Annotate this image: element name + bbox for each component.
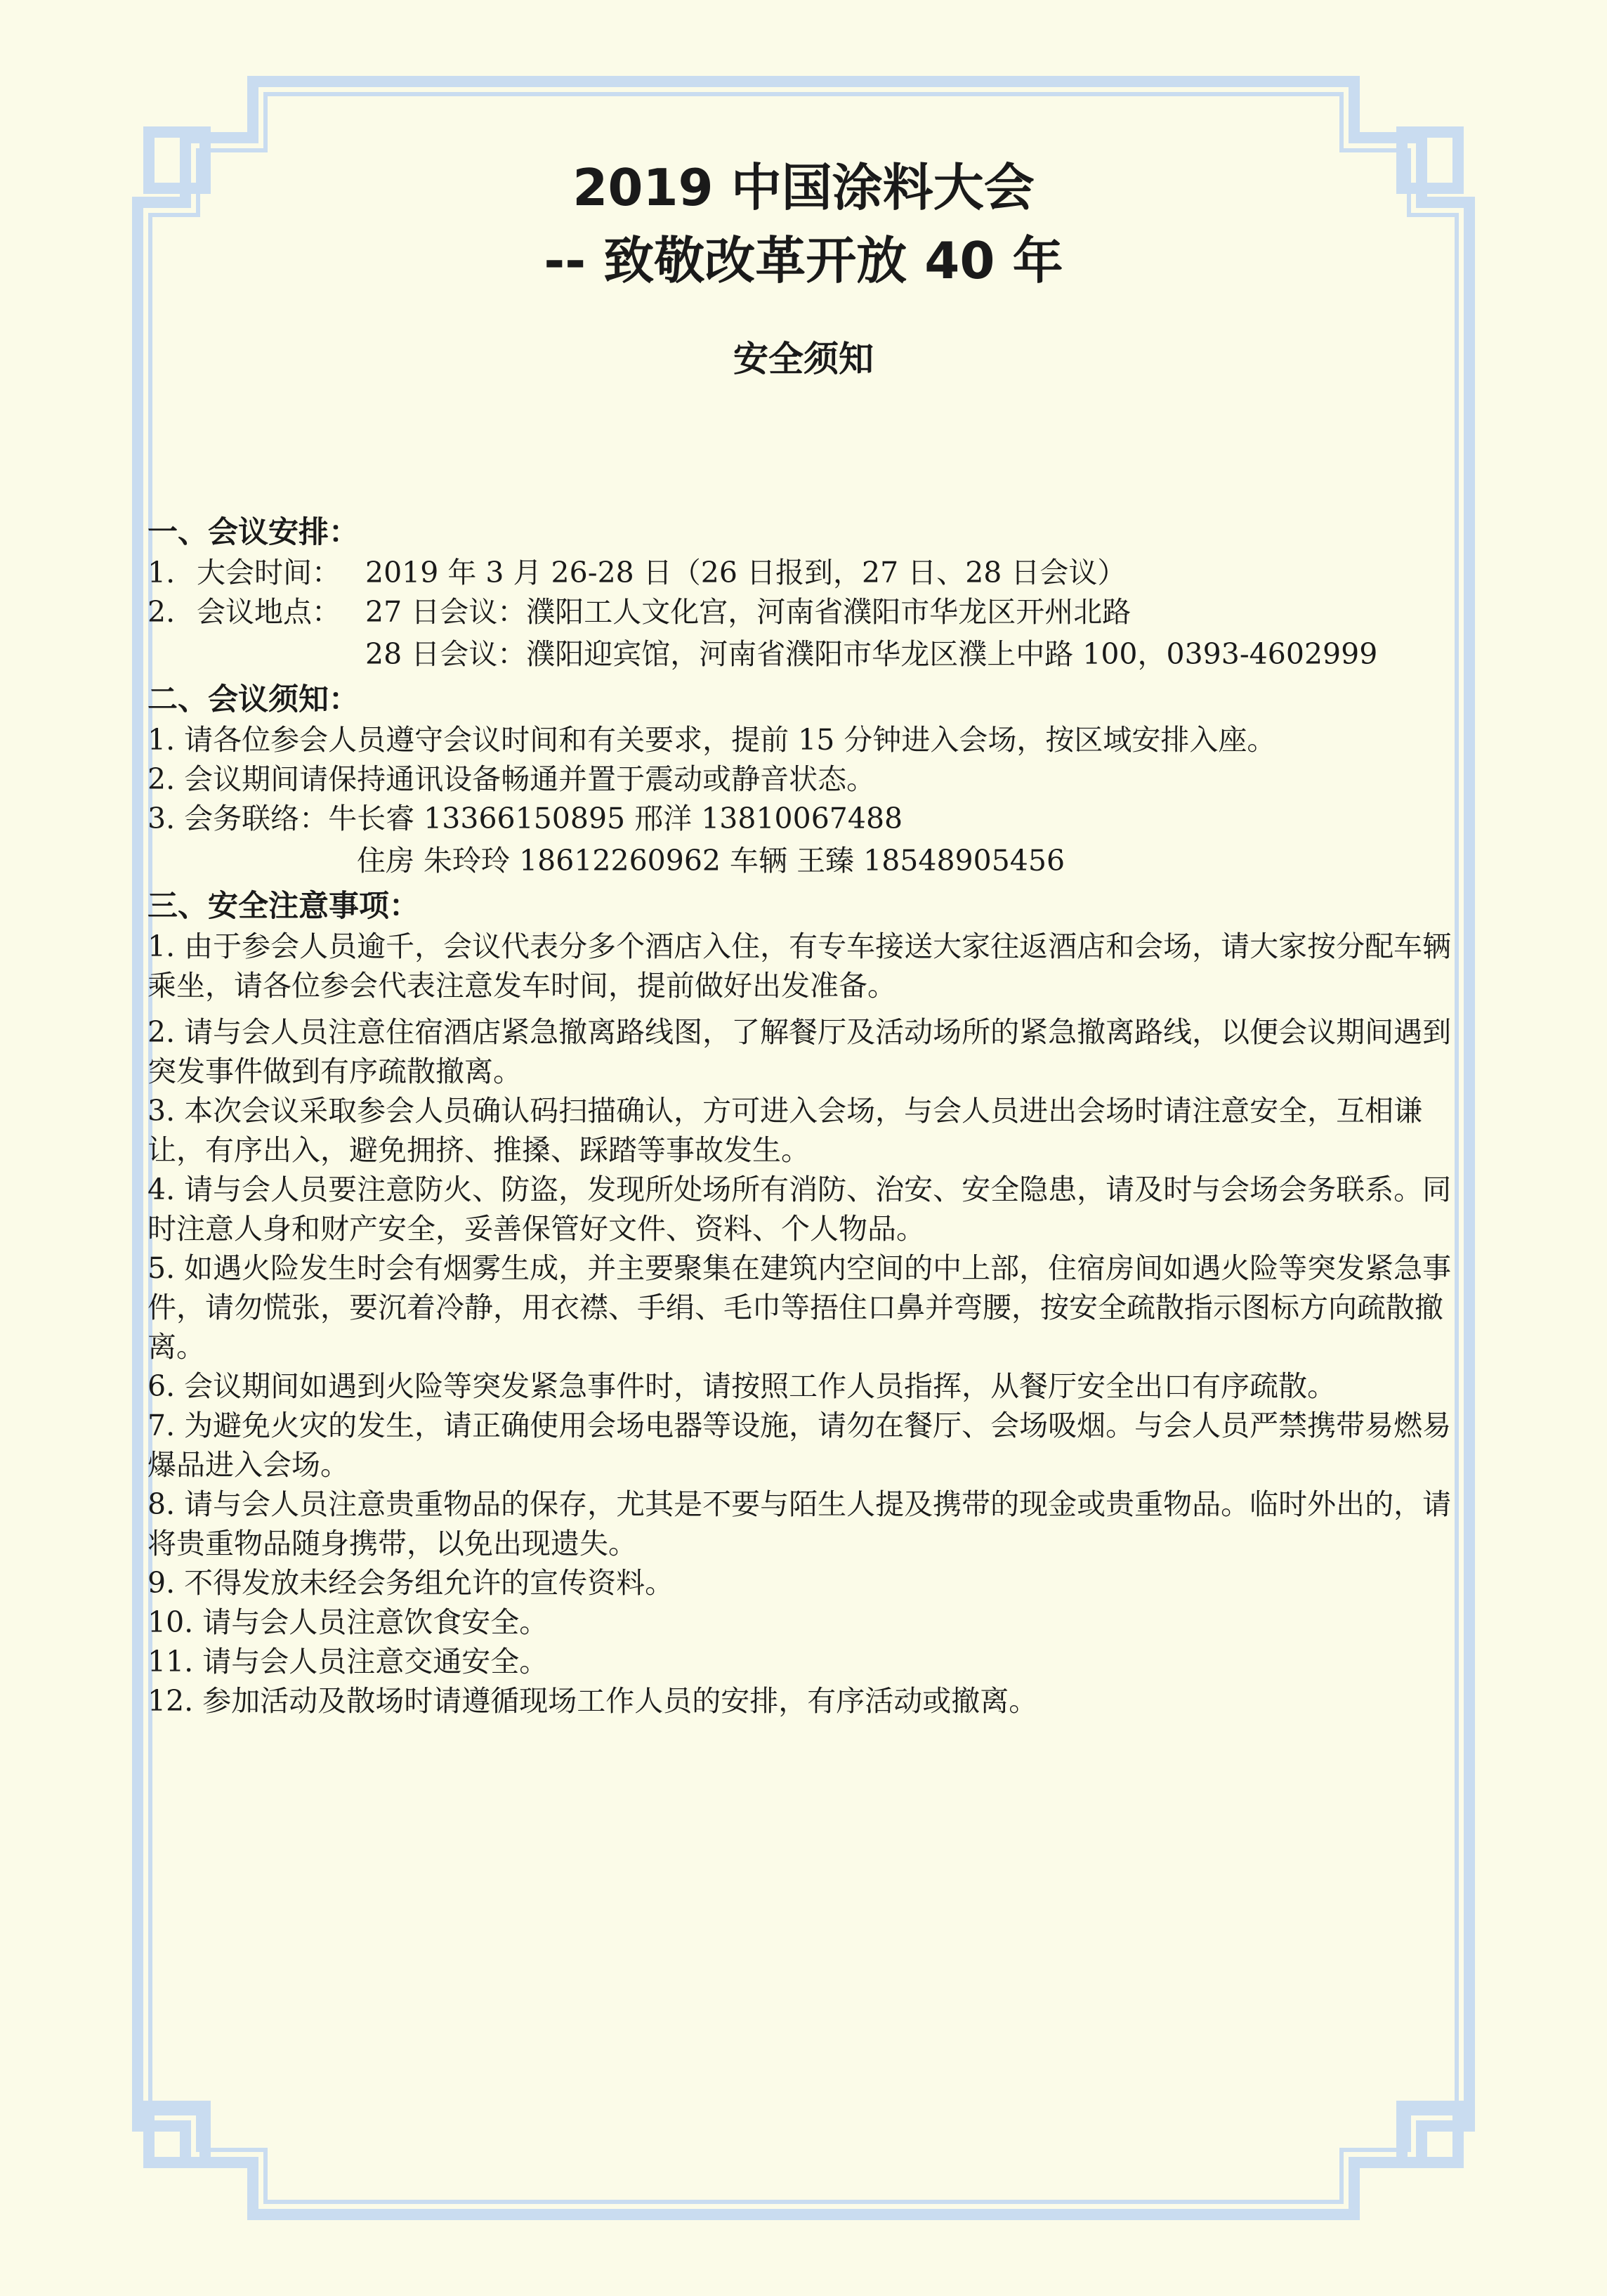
item-number: 2.	[147, 595, 176, 629]
list-item	[147, 592, 1475, 632]
list-item: 3. 本次会议采取参会人员确认码扫描确认，方可进入会场，与会人员进出会场时请注意安全，互相谦让，有序出入，避免拥挤、推搡、踩踏等事故发生。	[147, 1094, 1423, 1167]
notice-body	[147, 509, 1475, 1721]
list-item-continued: 住房 朱玲玲 18612260962 车辆 王臻 18548905456	[357, 844, 1065, 878]
list-item: 12. 参加活动及散场时请遵循现场工作人员的安排，有序活动或撤离。	[147, 1684, 1038, 1718]
list-item: 2. 会议期间请保持通讯设备畅通并置于震动或静音状态。	[147, 762, 876, 796]
item-value: 27 日会议：濮阳工人文化宫，河南省濮阳市华龙区开州北路	[365, 595, 1132, 629]
item-label: 大会时间：	[197, 556, 341, 589]
list-item: 3. 会务联络：牛长睿 13366150895 邢洋 13810067488	[147, 802, 903, 835]
list-item: 8. 请与会人员注意贵重物品的保存，尤其是不要与陌生人提及携带的现金或贵重物品。临时外出的，请将贵重物品随身携带，以免出现遗失。	[147, 1487, 1452, 1560]
list-item: 11. 请与会人员注意交通安全。	[147, 1645, 549, 1678]
page-title: 2019 中国涂料大会	[572, 158, 1035, 217]
section-heading-safety: 三、安全注意事项：	[147, 889, 419, 924]
section-heading-notes: 二、会议须知：	[147, 682, 359, 717]
item-label: 会议地点：	[197, 595, 341, 629]
list-item: 4. 请与会人员要注意防火、防盗，发现所处场所有消防、治安、安全隐患，请及时与会场会务联系。同时注意人身和财产安全，妥善保管好文件、资料、个人物品。	[147, 1173, 1452, 1246]
list-item: 7. 为避免火灾的发生，请正确使用会场电器等设施，请勿在餐厅、会场吸烟。与会人员严禁携带易燃易爆品进入会场。	[147, 1409, 1452, 1482]
notice-heading: 安全须知	[733, 339, 874, 379]
list-item: 6. 会议期间如遇到火险等突发紧急事件时，请按照工作人员指挥，从餐厅安全出口有序疏散。	[147, 1369, 1337, 1403]
list-item: 5. 如遇火险发生时会有烟雾生成，并主要聚集在建筑内空间的中上部，住宿房间如遇火险等突发紧急事件，请勿慌张，要沉着冷静，用衣襟、手绢、毛巾等捂住口鼻并弯腰，按安全疏散指示图标方向疏散撤离。	[147, 1251, 1452, 1364]
list-item: 1. 由于参会人员逾千，会议代表分多个酒店入住，有专车接送大家往返酒店和会场，请大家按分配车辆乘坐，请各位参会代表注意发车时间，提前做好出发准备。	[147, 930, 1452, 1003]
list-item	[147, 553, 1475, 592]
list-item: 1. 请各位参会人员遵守会议时间和有关要求，提前 15 分钟进入会场，按区域安排入座。	[147, 723, 1276, 757]
item-value: 2019 年 3 月 26-28 日（26 日报到，27 日、28 日会议）	[365, 556, 1127, 589]
list-item: 2. 请与会人员注意住宿酒店紧急撤离路线图，了解餐厅及活动场所的紧急撤离路线，以便会议期间遇到突发事件做到有序疏散撤离。	[147, 1015, 1452, 1088]
section-heading-arrangement: 一、会议安排：	[147, 515, 359, 550]
page-subtitle: -- 致敬改革开放 40 年	[544, 231, 1063, 290]
list-item: 10. 请与会人员注意饮食安全。	[147, 1605, 549, 1639]
item-number: 1.	[147, 556, 176, 589]
list-item: 9. 不得发放未经会务组允许的宣传资料。	[147, 1566, 674, 1600]
item-value-continued: 28 日会议：濮阳迎宾馆，河南省濮阳市华龙区濮上中路 100，0393-4602999	[365, 637, 1378, 671]
